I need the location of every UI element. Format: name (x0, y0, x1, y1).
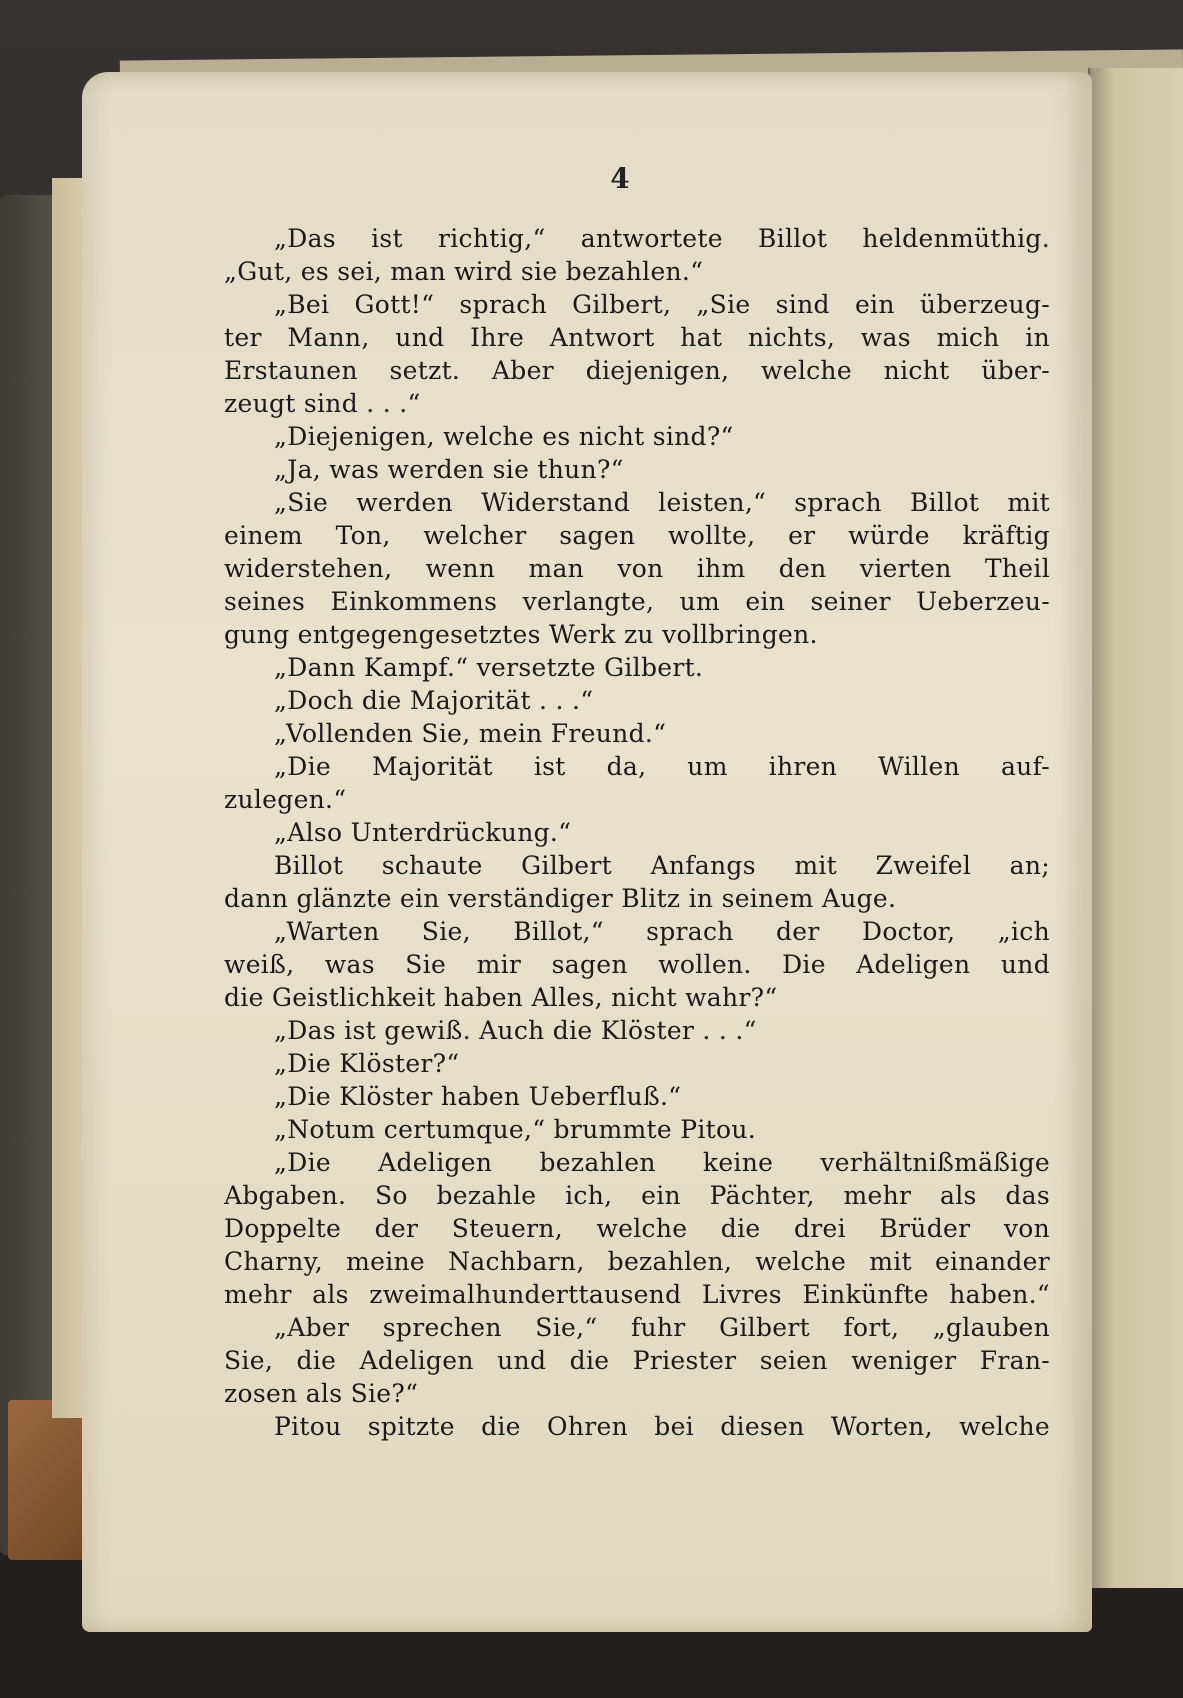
facing-page-edge (1088, 68, 1183, 1588)
text-line: Doppelte der Steuern, welche die drei Brüder von (224, 1214, 1050, 1243)
text-line: „Die Majorität ist da, um ihren Willen auf- (274, 752, 1050, 781)
text-line: „Bei Gott!“ sprach Gilbert, „Sie sind ein überzeug- (274, 290, 1050, 319)
text-line: „Gut, es sei, man wird sie bezahlen.“ (224, 257, 704, 286)
text-line: Abgaben. So bezahle ich, ein Pächter, mehr als das (224, 1181, 1050, 1210)
text-line: „Warten Sie, Billot,“ sprach der Doctor, „ich (274, 917, 1050, 946)
text-line: „Sie werden Widerstand leisten,“ sprach Billot mit (274, 488, 1050, 517)
text-line: „Das ist richtig,“ antwortete Billot heldenmüthig. (274, 224, 1050, 253)
text-line: die Geistlichkeit haben Alles, nicht wahr?“ (224, 983, 778, 1012)
text-line: „Doch die Majorität . . .“ (274, 686, 594, 715)
text-line: Erstaunen setzt. Aber diejenigen, welche nicht über- (224, 356, 1050, 385)
text-line: „Dann Kampf.“ versetzte Gilbert. (274, 653, 704, 682)
text-line: zulegen.“ (224, 785, 347, 814)
text-line: seines Einkommens verlangte, um ein seiner Ueberzeu- (224, 587, 1050, 616)
text-line: widerstehen, wenn man von ihm den vierten Theil (224, 554, 1050, 583)
page-number: 4 (610, 162, 630, 195)
text-line: „Also Unterdrückung.“ (274, 818, 572, 847)
text-line: „Diejenigen, welche es nicht sind?“ (274, 422, 734, 451)
text-line: „Die Adeligen bezahlen keine verhältnißmäßige (274, 1148, 1050, 1177)
text-line: Pitou spitzte die Ohren bei diesen Worten, welche (274, 1412, 1050, 1441)
text-line: ter Mann, und Ihre Antwort hat nichts, was mich in (224, 323, 1050, 352)
text-line: zeugt sind . . .“ (224, 389, 421, 418)
text-line: Sie, die Adeligen und die Priester seien weniger Fran- (224, 1346, 1050, 1375)
text-line: mehr als zweimalhunderttausend Livres Einkünfte haben.“ (224, 1280, 1050, 1309)
text-line: „Notum certumque,“ brummte Pitou. (274, 1115, 756, 1144)
text-line: weiß, was Sie mir sagen wollen. Die Adeligen und (224, 950, 1050, 979)
text-line: „Die Klöster?“ (274, 1049, 460, 1078)
text-line: einem Ton, welcher sagen wollte, er würde kräftig (224, 521, 1050, 550)
text-line: Charny, meine Nachbarn, bezahlen, welche mit einander (224, 1247, 1050, 1276)
page-text (224, 222, 1050, 1443)
text-line: gung entgegengesetztes Werk zu vollbringen. (224, 620, 818, 649)
text-line: „Die Klöster haben Ueberfluß.“ (274, 1082, 682, 1111)
text-line: dann glänzte ein verständiger Blitz in seinem Auge. (224, 884, 897, 913)
text-line: „Das ist gewiß. Auch die Klöster . . .“ (274, 1016, 757, 1045)
text-line: „Aber sprechen Sie,“ fuhr Gilbert fort, „glauben (274, 1313, 1050, 1342)
text-line: Billot schaute Gilbert Anfangs mit Zweifel an; (274, 851, 1050, 880)
text-line: „Vollenden Sie, mein Freund.“ (274, 719, 667, 748)
text-line: zosen als Sie?“ (224, 1379, 419, 1408)
text-line: „Ja, was werden sie thun?“ (274, 455, 624, 484)
